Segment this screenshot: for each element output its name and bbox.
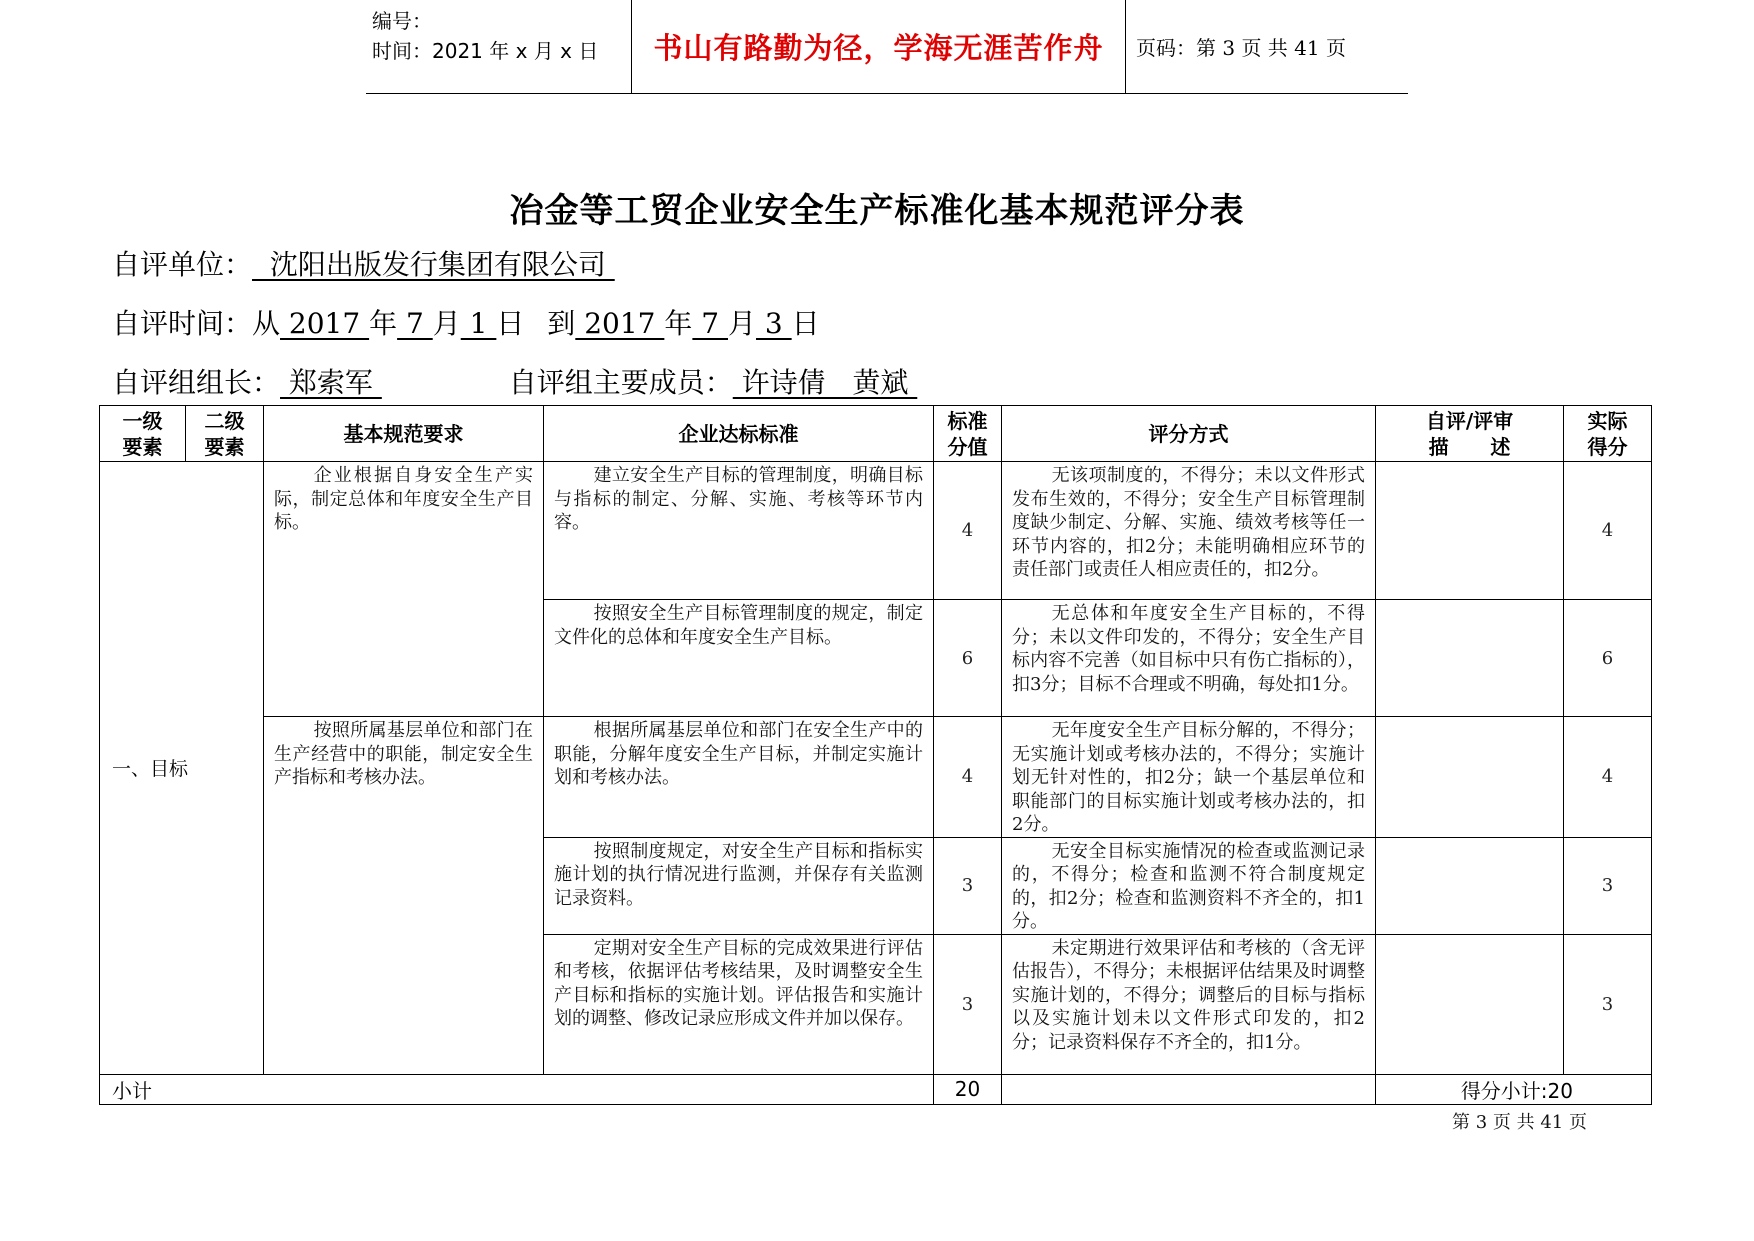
standard-score-cell: 4 bbox=[934, 462, 1002, 600]
day-word: 日 bbox=[496, 307, 525, 340]
header-level2: 二级 要素 bbox=[186, 406, 264, 462]
members-value: 许诗倩 黄斌 bbox=[732, 366, 918, 399]
document-number-label: 编号： bbox=[372, 9, 432, 33]
header-level1: 一级 要素 bbox=[100, 406, 186, 462]
actual-score-cell: 4 bbox=[1564, 462, 1652, 600]
header-meta bbox=[372, 6, 632, 66]
review-cell bbox=[1376, 934, 1564, 1074]
header-review: 自评/评审 描 述 bbox=[1376, 406, 1564, 462]
subtotal-actual: 得分小计:20 bbox=[1376, 1074, 1652, 1104]
leader-label: 自评组组长： bbox=[112, 366, 281, 399]
start-day: 1 bbox=[460, 307, 497, 340]
members-label: 自评组主要成员： bbox=[508, 366, 733, 399]
method-cell: 无该项制度的，不得分；未以文件形式发布生效的，不得分；安全生产目标管理制度缺少制定、分解、实施、绩效考核等任一环节内容的，扣2分；未能明确相应环节的责任部门或责任人相应责任的，扣2分。 bbox=[1002, 462, 1376, 600]
standard-score-cell: 3 bbox=[934, 934, 1002, 1074]
standard-cell: 根据所属基层单位和部门在安全生产中的职能，分解年度安全生产目标，并制定实施计划和考核办法。 bbox=[544, 717, 934, 838]
requirement-cell: 企业根据自身安全生产实际，制定总体和年度安全生产目标。 bbox=[264, 462, 544, 717]
header-motto: 书山有路勤为径，学海无涯苦作舟 bbox=[653, 31, 1104, 65]
actual-score-cell: 4 bbox=[1564, 717, 1652, 838]
standard-cell: 建立安全生产目标的管理制度，明确目标与指标的制定、分解、实施、考核等环节内容。 bbox=[544, 462, 934, 600]
requirement-cell: 按照所属基层单位和部门在生产经营中的职能，制定安全生产指标和考核办法。 bbox=[264, 717, 544, 1075]
header-page-info: 页码：第 3 页 共 41 页 bbox=[1136, 36, 1346, 60]
method-cell: 无年度安全生产目标分解的，不得分；无实施计划或考核办法的，不得分；实施计划无针对性的，扣2分；缺一个基层单位和职能部门的目标实施计划或考核办法的，扣2分。 bbox=[1002, 717, 1376, 838]
standard-cell: 按照制度规定，对安全生产目标和指标实施计划的执行情况进行监测，并保存有关监测记录资料。 bbox=[544, 837, 934, 934]
review-cell bbox=[1376, 600, 1564, 717]
header-method: 评分方式 bbox=[1002, 406, 1376, 462]
table-row bbox=[100, 462, 1652, 600]
month-word: 月 bbox=[728, 307, 757, 340]
method-cell: 无总体和年度安全生产目标的，不得分；未以文件印发的，不得分；安全生产目标内容不完善（如目标中只有伤亡指标的），扣3分；目标不合理或不明确，每处扣1分。 bbox=[1002, 600, 1376, 717]
actual-score-cell: 3 bbox=[1564, 934, 1652, 1074]
standard-cell: 按照安全生产目标管理制度的规定，制定文件化的总体和年度安全生产目标。 bbox=[544, 600, 934, 717]
unit-label: 自评单位： bbox=[112, 248, 253, 281]
table-row bbox=[100, 717, 1652, 838]
level1-element: 一、目标 bbox=[100, 462, 264, 1075]
document-time: 时间：2021 年 x 月 x 日 bbox=[372, 39, 599, 63]
scoring-table bbox=[99, 405, 1652, 1105]
standard-score-cell: 4 bbox=[934, 717, 1002, 838]
method-cell: 无安全目标实施情况的检查或监测记录的，不得分；检查和监测不符合制度规定的，扣2分；检查和监测资料不齐全的，扣1分。 bbox=[1002, 837, 1376, 934]
subtotal-label: 小计 bbox=[100, 1074, 934, 1104]
time-label: 自评时间：从 bbox=[112, 307, 281, 340]
year-word: 年 bbox=[664, 307, 693, 340]
standard-score-cell: 3 bbox=[934, 837, 1002, 934]
unit-value: 沈阳出版发行集团有限公司 bbox=[252, 248, 615, 281]
table-header-row bbox=[100, 406, 1652, 462]
start-month: 7 bbox=[397, 307, 433, 340]
subtotal-empty-cell bbox=[1002, 1074, 1376, 1104]
header-standard: 企业达标标准 bbox=[544, 406, 934, 462]
leader-value: 郑索军 bbox=[280, 366, 382, 399]
end-year: 2017 bbox=[575, 307, 665, 340]
to-word: 到 bbox=[547, 307, 576, 340]
header-divider bbox=[1125, 0, 1126, 93]
method-cell: 未定期进行效果评估和考核的（含无评估报告），不得分；未根据评估结果及时调整实施计划的，不得分；调整后的目标与指标以及实施计划未以文件形式印发的，扣2分；记录资料保存不齐全的，扣1分。 bbox=[1002, 934, 1376, 1074]
standard-cell: 定期对安全生产目标的完成效果进行评估和考核，依据评估考核结果，及时调整安全生产目标和指标的实施计划。评估报告和实施计划的调整、修改记录应形成文件并加以保存。 bbox=[544, 934, 934, 1074]
end-month: 7 bbox=[692, 307, 728, 340]
page-footer: 第 3 页 共 41 页 bbox=[1452, 1112, 1587, 1133]
review-cell bbox=[1376, 462, 1564, 600]
header-requirement: 基本规范要求 bbox=[264, 406, 544, 462]
year-word: 年 bbox=[369, 307, 398, 340]
day-word: 日 bbox=[791, 307, 820, 340]
start-year: 2017 bbox=[280, 307, 370, 340]
subtotal-row bbox=[100, 1074, 1652, 1104]
review-cell bbox=[1376, 837, 1564, 934]
header-score-standard: 标准 分值 bbox=[934, 406, 1002, 462]
document-header bbox=[366, 0, 1408, 94]
header-actual-score: 实际 得分 bbox=[1564, 406, 1652, 462]
self-eval-team-line bbox=[112, 361, 917, 401]
self-eval-time-line bbox=[112, 302, 820, 342]
standard-score-cell: 6 bbox=[934, 600, 1002, 717]
actual-score-cell: 3 bbox=[1564, 837, 1652, 934]
actual-score-cell: 6 bbox=[1564, 600, 1652, 717]
page-title: 冶金等工贸企业安全生产标准化基本规范评分表 bbox=[509, 191, 1245, 231]
subtotal-score: 20 bbox=[934, 1074, 1002, 1104]
review-cell bbox=[1376, 717, 1564, 838]
self-eval-unit-line bbox=[112, 243, 615, 283]
end-day: 3 bbox=[756, 307, 792, 340]
month-word: 月 bbox=[432, 307, 461, 340]
